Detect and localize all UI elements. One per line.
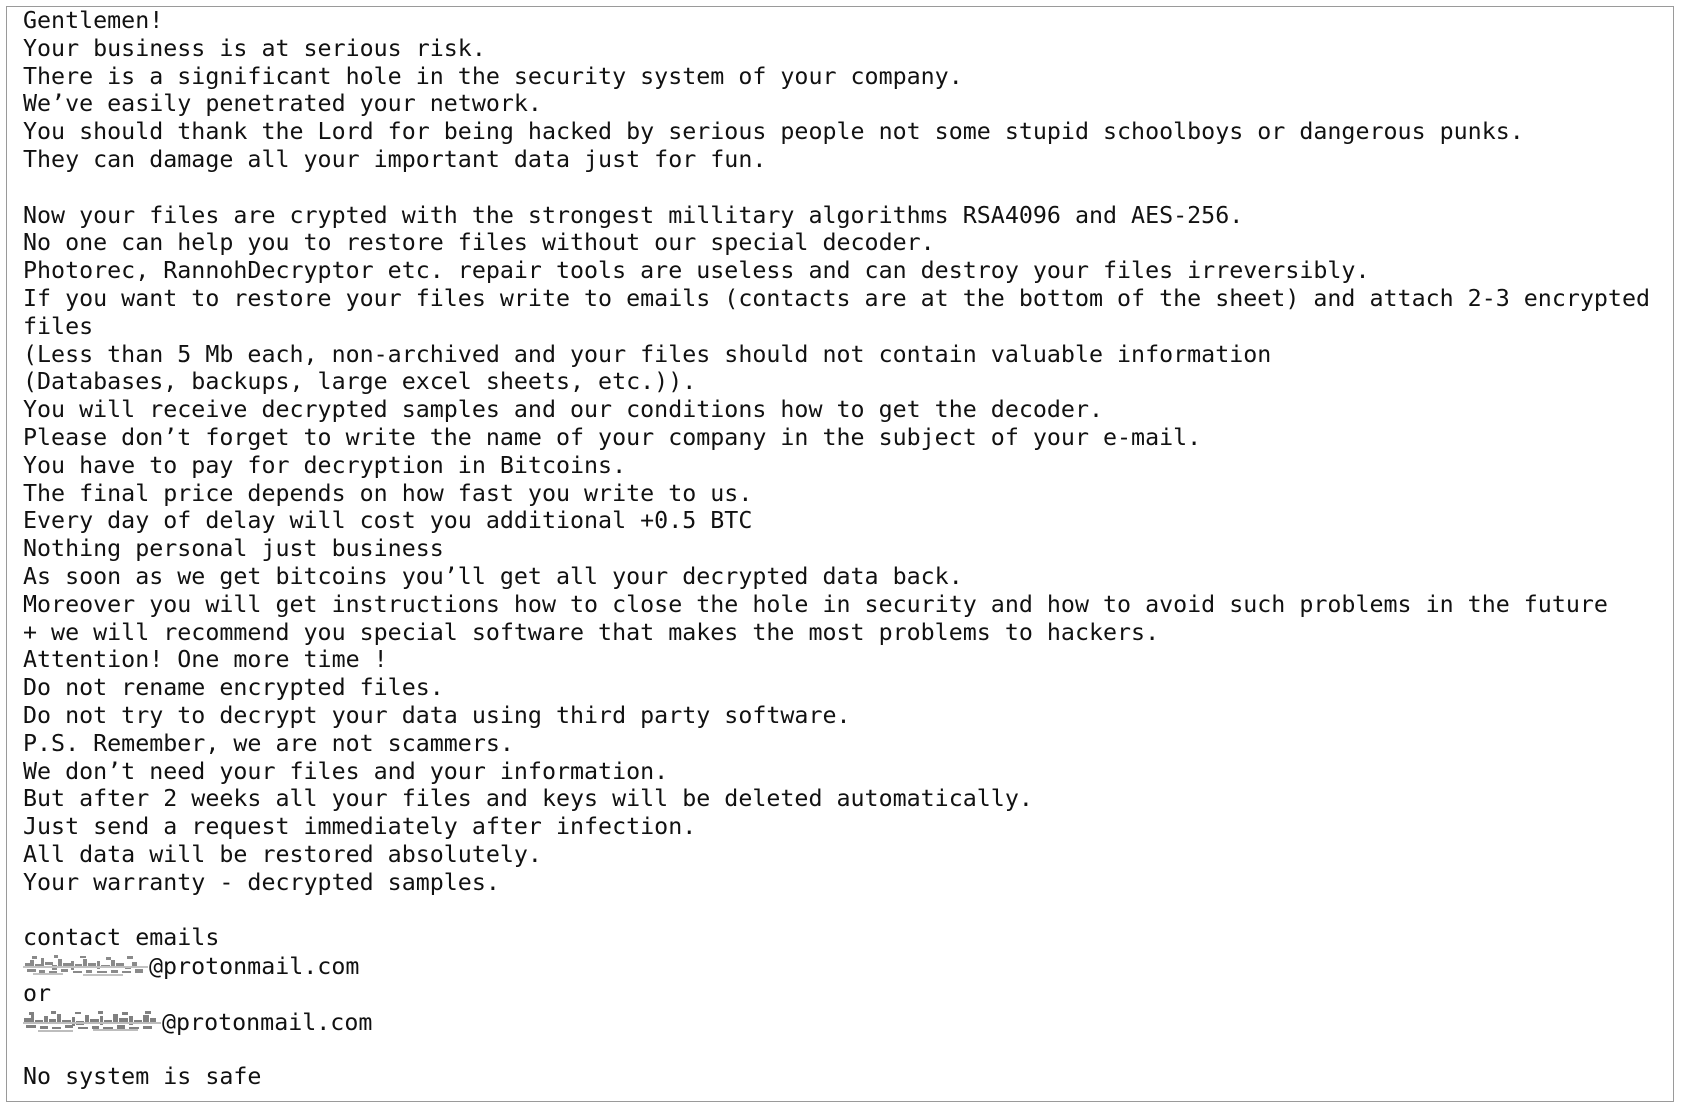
note-line: + we will recommend you special software that makes the most problems to hackers.: [23, 618, 1160, 646]
note-line: Nothing personal just business: [23, 535, 444, 563]
note-line: You should thank the Lord for being hacked by serious people not some stupid schoolboys or dangerous punks.: [23, 118, 1524, 146]
blank-line: [23, 174, 1650, 202]
note-line: files: [23, 312, 94, 340]
note-line: We don’t need your files and your information.: [23, 757, 669, 785]
email-domain-2: @protonmail.com: [162, 1008, 373, 1036]
note-line: Attention! One more time !: [23, 646, 388, 674]
ransom-note-frame: [6, 6, 1674, 1102]
note-line: Now your files are crypted with the strongest millitary algorithms RSA4096 and AES-256.: [23, 201, 1244, 229]
contact-email-2: [23, 1008, 1650, 1036]
redacted-email-user-2: [23, 1008, 161, 1036]
note-body: [23, 7, 1650, 924]
note-line: Gentlemen!: [23, 7, 164, 34]
contacts-heading: contact emails: [23, 924, 220, 952]
note-line: (Databases, backups, large excel sheets, etc.)).: [23, 368, 697, 396]
note-line: They can damage all your important data just for fun.: [23, 145, 767, 173]
redacted-email-user-1: [23, 952, 148, 980]
note-line: You have to pay for decryption in Bitcoins.: [23, 451, 627, 479]
note-line: Just send a request immediately after infection.: [23, 813, 697, 841]
note-line: Do not rename encrypted files.: [23, 674, 444, 702]
note-line: Do not try to decrypt your data using third party software.: [23, 701, 851, 729]
note-line: P.S. Remember, we are not scammers.: [23, 729, 514, 757]
closing-line: No system is safe: [23, 1063, 262, 1091]
note-line: No one can help you to restore files without our special decoder.: [23, 229, 935, 257]
note-line: You will receive decrypted samples and our conditions how to get the decoder.: [23, 396, 1103, 424]
note-line: (Less than 5 Mb each, non-archived and your files should not contain valuable information: [23, 340, 1272, 368]
note-line: Photorec, RannohDecryptor etc. repair tools are useless and can destroy your files irreversibly.: [23, 257, 1370, 285]
note-line: We’ve easily penetrated your network.: [23, 90, 542, 118]
note-line: The final price depends on how fast you write to us.: [23, 479, 753, 507]
note-line: As soon as we get bitcoins you’ll get all your decrypted data back.: [23, 562, 963, 590]
note-line: Moreover you will get instructions how to close the hole in security and how to avoid such problems in the future: [23, 590, 1608, 618]
note-line: If you want to restore your files write to emails (contacts are at the bottom of the sheet) and attach 2-3 encrypted: [23, 284, 1651, 312]
note-line: Your warranty - decrypted samples.: [23, 868, 500, 896]
note-line: There is a significant hole in the security system of your company.: [23, 62, 963, 90]
note-line: Every day of delay will cost you additional +0.5 BTC: [23, 507, 753, 535]
contact-email-1: [23, 952, 1650, 980]
email-domain-1: @protonmail.com: [149, 953, 360, 981]
blank-line: [23, 1035, 1650, 1063]
note-line: Please don’t forget to write the name of your company in the subject of your e-mail.: [23, 423, 1202, 451]
note-line: Your business is at serious risk.: [23, 34, 486, 62]
or-text: or: [23, 979, 52, 1007]
ransom-note-text: [23, 7, 1650, 1091]
blank-line: [23, 897, 1650, 925]
note-line: All data will be restored absolutely.: [23, 840, 542, 868]
note-line: But after 2 weeks all your files and keys will be deleted automatically.: [23, 785, 1033, 813]
